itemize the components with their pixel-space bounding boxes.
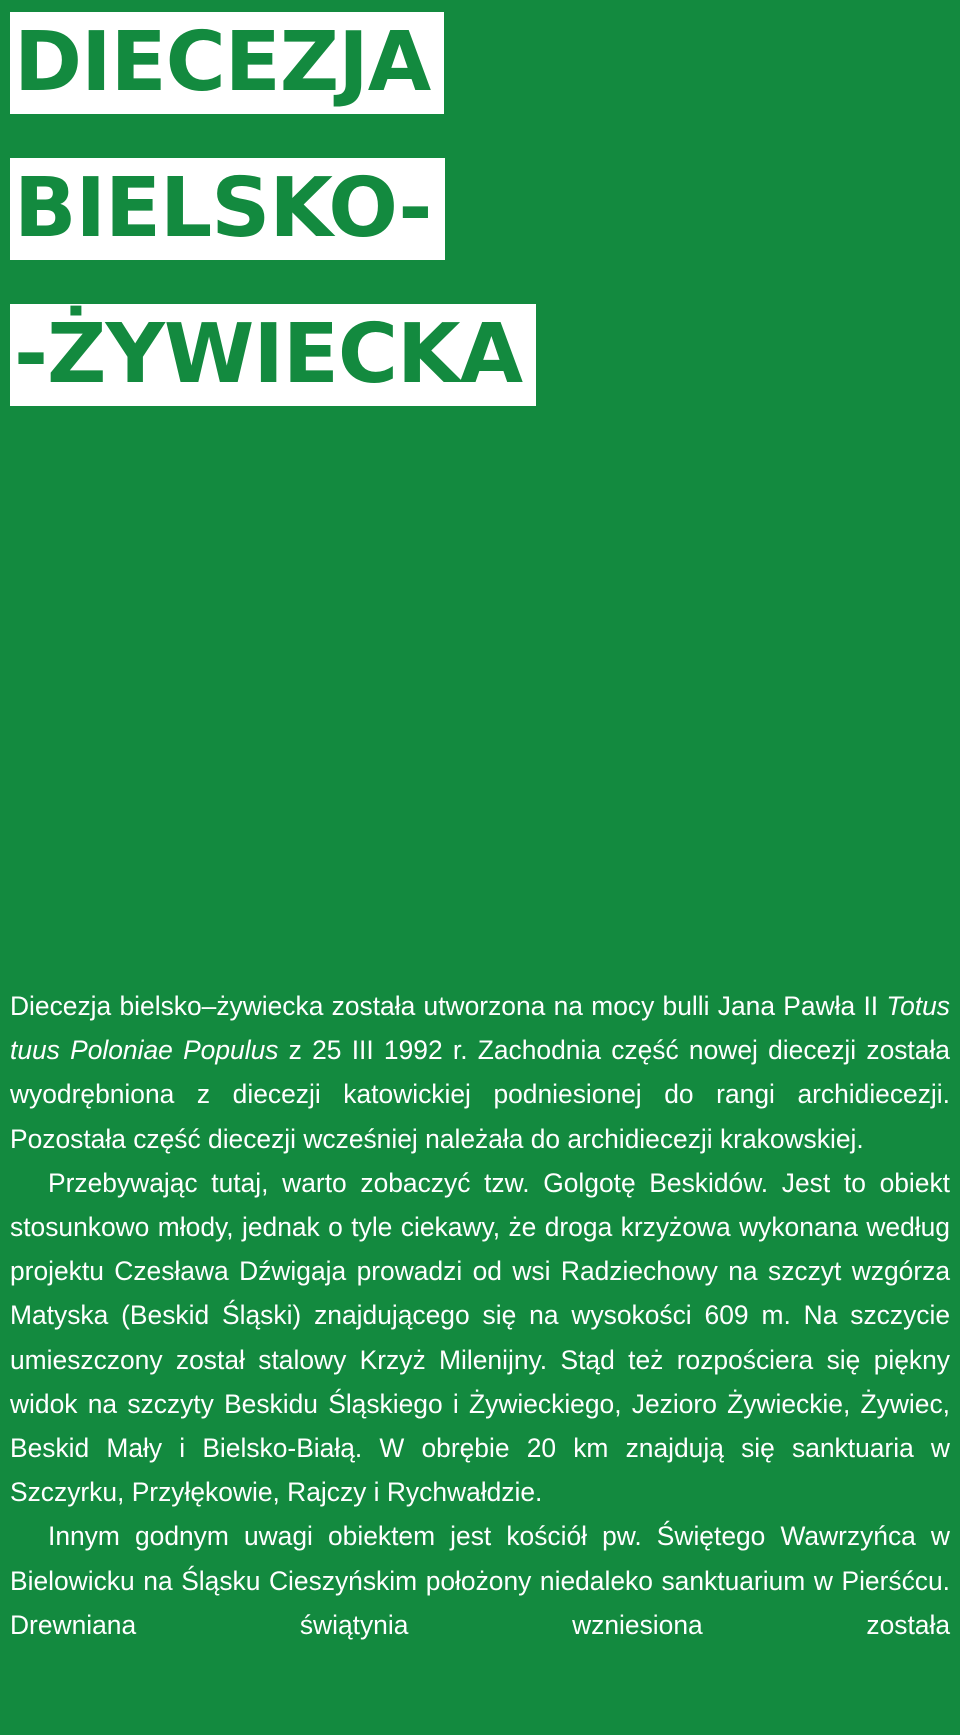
- bull-title: Totus tuus Poloniae Populus: [10, 991, 950, 1066]
- title-line-1: DIECEZJA: [10, 12, 444, 114]
- paragraph-3: Innym godnym uwagi obiektem jest kościół pw. Świętego Wawrzyńca w Bielowicku na Śląsku Cieszyńskim położony niedaleko sanktuarium w Pierśćcu. Drewniana świątynia wzniesiona została: [10, 1521, 950, 1640]
- paragraph-1-text-end: z 25 III 1992 r. Zachodnia część nowej diecezji została wyodrębniona z diecezji katowickiej podniesionej do rangi archidiecezji. Pozostała część diecezji wcześniej należała do archidiecezji krakowskiej.: [10, 1035, 950, 1154]
- title-line-3: -ŻYWIECKA: [10, 304, 536, 406]
- body-text: [10, 984, 950, 1647]
- paragraph-2: Przebywając tutaj, warto zobaczyć tzw. Golgotę Beskidów. Jest to obiekt stosunkowo młody, jednak o tyle ciekawy, że droga krzyżowa wykonana według projektu Czesława Dźwigaja prowadzi od wsi Radziechowy na szczyt wzgórza Matyska (Beskid Śląski) znajdującego się na wysokości 609 m. Na szczycie umieszczony został stalowy Krzyż Milenijny. Stąd też rozpościera się piękny widok na szczyty Beskidu Śląskiego i Żywieckiego, Jezioro Żywieckie, Żywiec, Beskid Mały i Bielsko-Białą. W obrębie 20 km znajdują się sanktuaria w Szczyrku, Przyłękowie, Rajczy i Rychwałdzie.: [10, 1167, 950, 1508]
- paragraph-1: [10, 984, 950, 1161]
- page-title: [10, 12, 536, 450]
- title-line-2: BIELSKO-: [10, 158, 445, 260]
- paragraph-1-text-start: Diecezja bielsko–żywiecka została utworzona na mocy bulli Jana Pawła II: [10, 991, 887, 1021]
